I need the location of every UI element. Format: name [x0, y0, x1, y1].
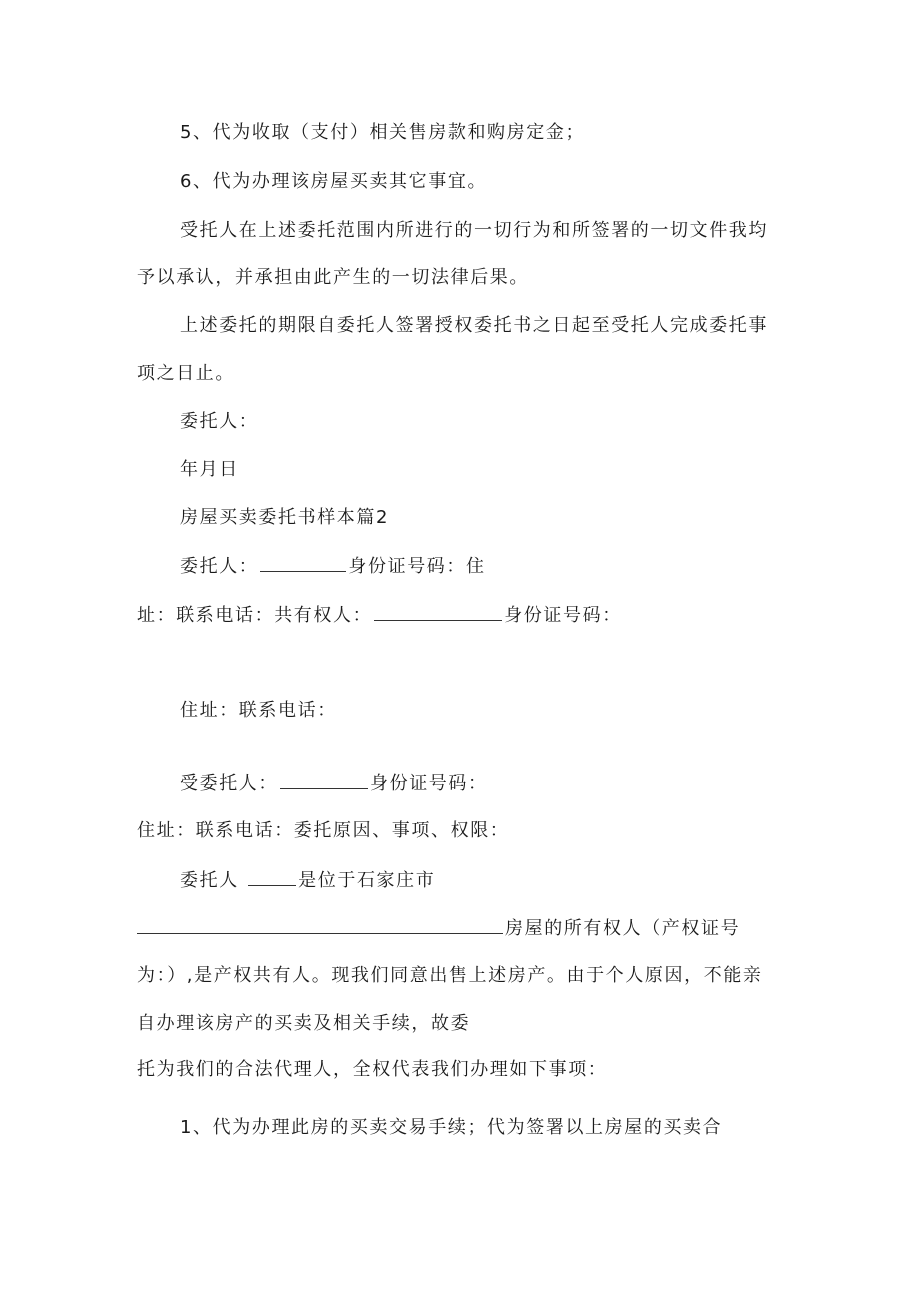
agent-id-label: 身份证号码： [370, 773, 488, 794]
signature-label: 委托人： [180, 411, 259, 432]
principal-id-label: 身份证号码：住 [348, 556, 486, 577]
statement-line [180, 868, 435, 893]
paragraph-line: 项之日止。 [137, 363, 235, 384]
paragraph-line: 受托人在上述委托范围内所进行的一切行为和所签署的一切文件我均 [180, 220, 768, 241]
statement-line: 为：）,是产权共有人。现我们同意出售上述房产。由于个人原因，不能亲 [137, 965, 763, 986]
address-line [137, 603, 622, 628]
paragraph-line: 5、代为收取（支付）相关售房款和购房定金； [180, 122, 586, 143]
principal-name-blank [248, 868, 296, 886]
name-blank [260, 554, 346, 572]
paragraph-line: 上述委托的期限自委托人签署授权委托书之日起至受托人完成委托事 [180, 315, 768, 336]
date-label: 年月日 [180, 459, 239, 480]
co-owner-blank [374, 603, 502, 621]
principal-line [180, 554, 486, 579]
section-heading: 房屋买卖委托书样本篇2 [180, 507, 390, 528]
statement-line: 自办理该房产的买卖及相关手续，故委 [137, 1013, 471, 1034]
paragraph-line: 予以承认，并承担由此产生的一切法律后果。 [137, 267, 529, 288]
property-address-blank [137, 916, 503, 934]
co-owner-id-label: 身份证号码： [504, 605, 622, 626]
address-label: 址：联系电话：共有权人： [137, 605, 373, 626]
statement-location: 是位于石家庄市 [298, 870, 436, 891]
co-owner-contact-line: 住址：联系电话： [180, 700, 337, 721]
statement-principal: 委托人 [180, 870, 239, 891]
principal-label: 委托人： [180, 556, 259, 577]
agent-line [180, 771, 488, 796]
agent-address-line: 住址：联系电话：委托原因、事项、权限： [137, 820, 510, 841]
statement-line: 托为我们的合法代理人，全权代表我们办理如下事项： [137, 1059, 608, 1080]
statement-owner: 房屋的所有权人（产权证号 [505, 918, 741, 939]
agent-name-blank [280, 771, 368, 789]
item-line: 1、代为办理此房的买卖交易手续；代为签署以上房屋的买卖合 [180, 1117, 723, 1138]
paragraph-line: 6、代为办理该房屋买卖其它事宜。 [180, 171, 488, 192]
agent-label: 受委托人： [180, 773, 278, 794]
statement-line [137, 916, 740, 941]
